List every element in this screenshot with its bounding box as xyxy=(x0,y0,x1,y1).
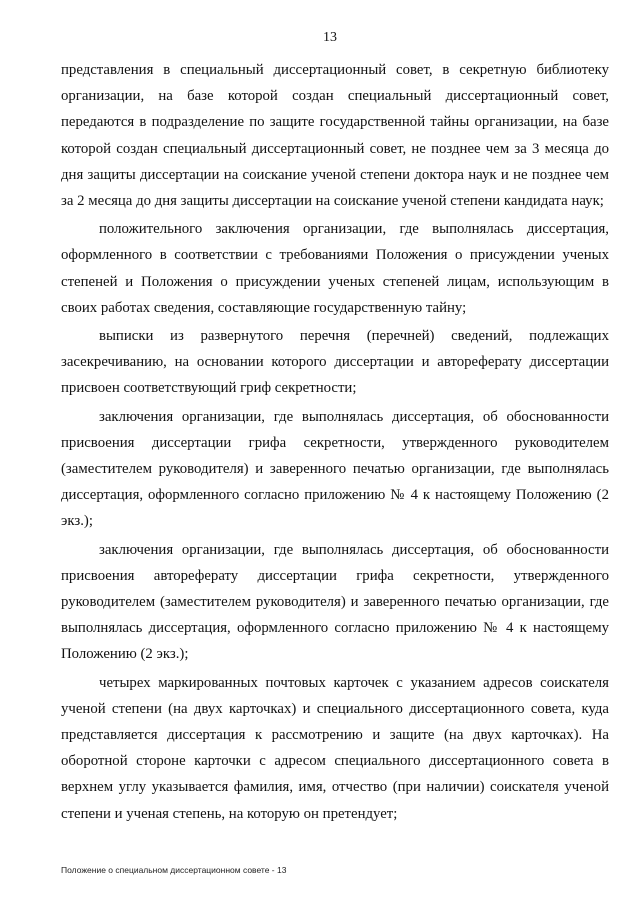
page-footer: Положение о специальном диссертационном совете - 13 xyxy=(61,865,287,875)
paragraph-continuation: представления в специальный диссертационный совет, в секретную библиотеку организации, на базе которой создан специальный диссертационный совет, передаются в подразделение по защите государственной тайны организации, на базе которой создан специальный диссертационный совет, не позднее чем за 3 месяца до дня защиты диссертации на соискание ученой степени доктора наук и не позднее чем за 2 месяца до дня защиты диссертации на соискание ученой степени кандидата наук; xyxy=(61,62,609,210)
paragraph-abstract-secrecy-conclusion: заключения организации, где выполнялась диссертация, об обоснованности присвоения автореферату диссертации грифа секретности, утвержденного руководителем (заместителем руководителя) и заверенного печатью организации, где выполнялась диссертация, оформленного согласно приложению № 4 к настоящему Положению (2 экз.); xyxy=(61,541,609,663)
paragraph-dissertation-secrecy-conclusion: заключения организации, где выполнялась диссертация, об обоснованности присвоения диссертации грифа секретности, утвержденного руководителем (заместителем руководителя) и заверенного печатью организации, где выполнялась диссертация, оформленного согласно приложению № 4 к настоящему Положению (2 экз.); xyxy=(61,408,609,530)
page-number: 13 xyxy=(323,30,337,45)
document-body xyxy=(61,57,609,827)
paragraph-positive-conclusion: положительного заключения организации, где выполнялась диссертация, оформленного в соответствии с требованиями Положения о присуждении ученых степеней и Положения о присуждении ученых степеней лицам, использующим в своих работах сведения, составляющие государственную тайну; xyxy=(61,221,609,316)
paragraph-postal-cards: четырех маркированных почтовых карточек с указанием адресов соискателя ученой степени (на двух карточках) и специального диссертационного совета, куда представляется диссертация к рассмотрению и защите (на двух карточках). На оборотной стороне карточки с адресом специального диссертационного совета в верхнем углу указывается фамилия, имя, отчество (при наличии) соискателя ученой степени и ученая степень, на которую он претендует; xyxy=(61,674,609,822)
paragraph-classified-list-extract: выписки из развернутого перечня (перечней) сведений, подлежащих засекречиванию, на основании которого диссертации и автореферату диссертации присвоен соответствующий гриф секретности; xyxy=(61,328,609,397)
